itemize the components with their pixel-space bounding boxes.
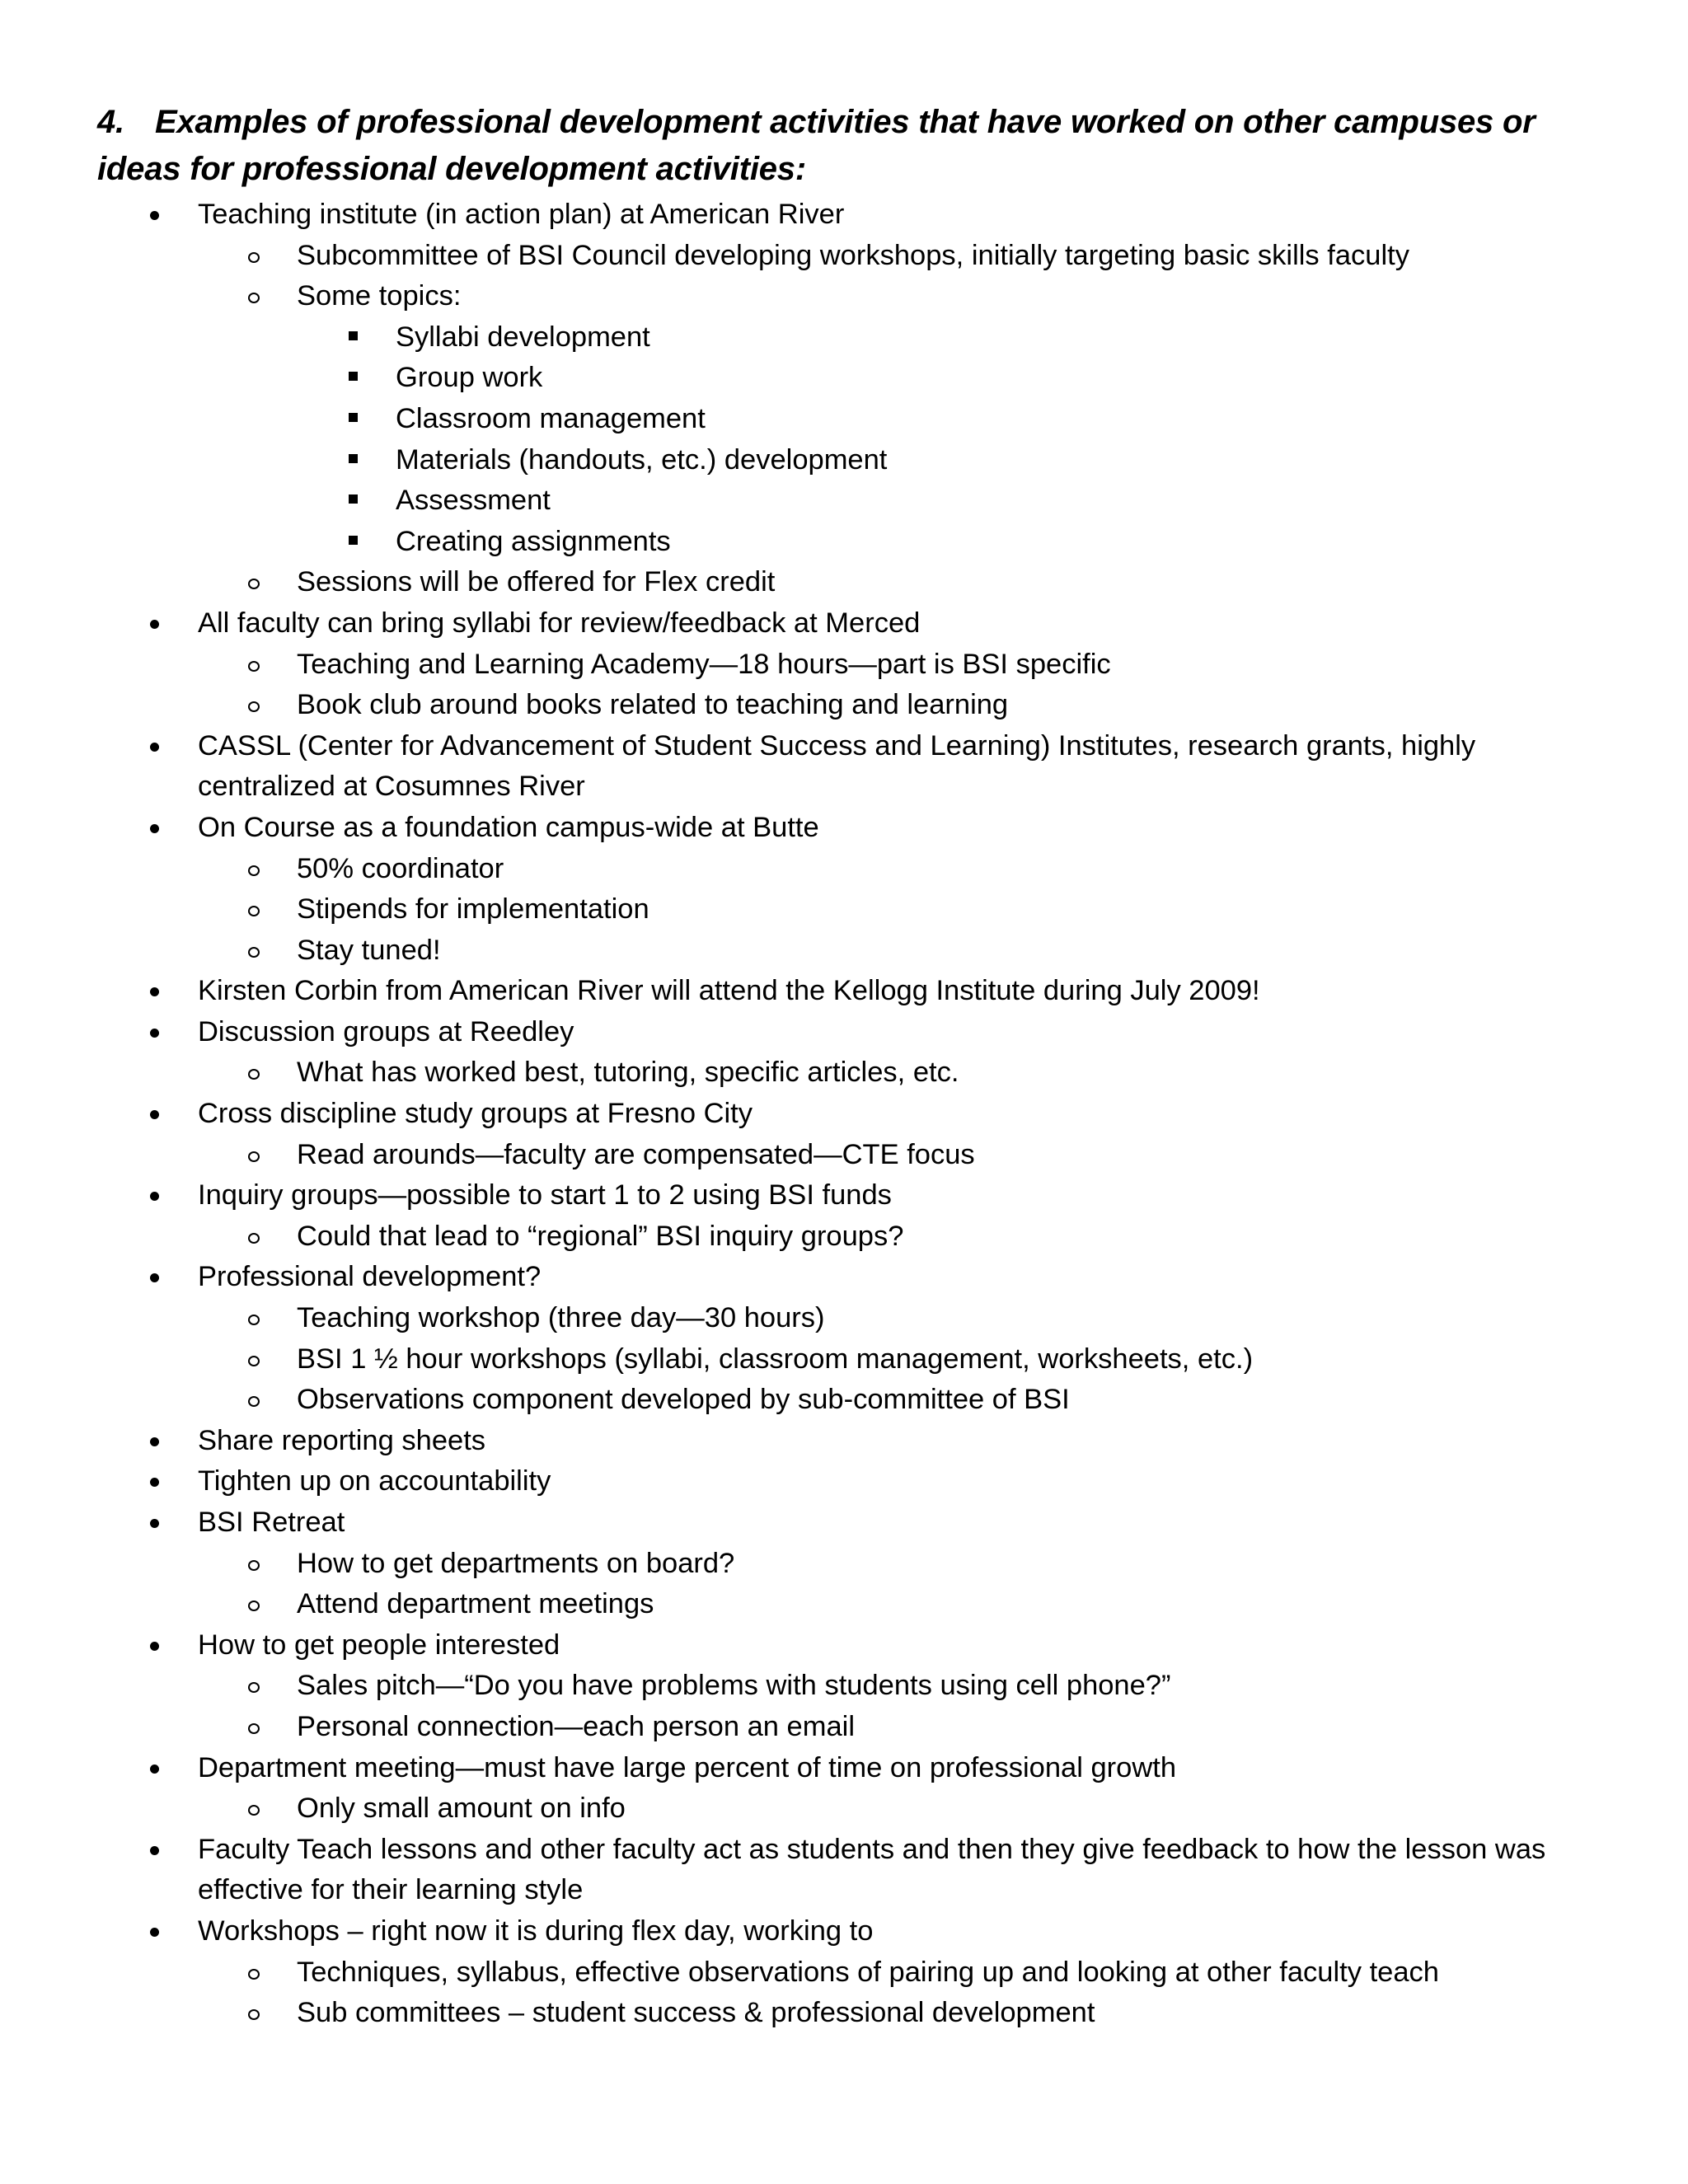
bullet-circle-icon — [248, 906, 260, 916]
list-item-text: All faculty can bring syllabi for review/feedback at Merced — [198, 607, 921, 639]
list-item-level-3 — [0, 317, 1566, 359]
list-item-text: CASSL (Center for Advancement of Student Success and Learning) Institutes, research grants, highly centralized at Cosumnes River — [198, 729, 1476, 803]
bullet-circle-icon — [248, 1560, 260, 1571]
section-heading — [97, 99, 1606, 193]
bullet-outline — [0, 194, 1688, 2034]
list-item-text: Group work — [396, 362, 543, 394]
list-item-level-2 — [0, 1788, 1566, 1830]
bullet-circle-icon — [248, 1069, 260, 1080]
list-item-text: Discussion groups at Reedley — [198, 1015, 574, 1047]
list-item-level-1 — [0, 1748, 1566, 1789]
bullet-dot-icon — [150, 1437, 159, 1446]
list-item-level-3 — [0, 358, 1566, 399]
list-item-text: BSI 1 ½ hour workshops (syllabi, classroom management, worksheets, etc.) — [297, 1343, 1254, 1375]
bullet-dot-icon — [150, 1765, 159, 1774]
bullet-dot-icon — [150, 1846, 159, 1855]
list-item-text: Department meeting—must have large percent of time on professional growth — [198, 1751, 1177, 1783]
bullet-circle-icon — [248, 1151, 260, 1162]
list-item-level-1 — [0, 1257, 1566, 1298]
section-title: Examples of professional development activities that have worked on other campuses or ideas for professional development activities: — [97, 104, 1536, 187]
bullet-dot-icon — [150, 211, 159, 220]
bullet-circle-icon — [248, 1682, 260, 1693]
list-item-level-1 — [0, 1094, 1566, 1135]
list-item-level-1 — [0, 1502, 1566, 1544]
list-item-level-2 — [0, 1666, 1566, 1707]
list-item-text: Sessions will be offered for Flex credit — [297, 566, 776, 598]
list-item-level-2 — [0, 276, 1566, 317]
list-item-text: Some topics: — [297, 280, 462, 312]
list-item-text: Could that lead to “regional” BSI inquiry groups? — [297, 1220, 904, 1252]
list-item-text: Only small amount on info — [297, 1793, 626, 1825]
list-item-text: Techniques, syllabus, effective observations of pairing up and looking at other faculty teach — [297, 1956, 1439, 1988]
list-item-level-1 — [0, 194, 1566, 236]
bullet-circle-icon — [248, 661, 260, 672]
bullet-square-icon — [349, 454, 358, 463]
list-item-level-1 — [0, 971, 1566, 1012]
bullet-circle-icon — [248, 1356, 260, 1366]
bullet-circle-icon — [248, 865, 260, 876]
bullet-dot-icon — [150, 620, 159, 629]
list-item-text: Assessment — [396, 485, 551, 517]
list-item-text: Subcommittee of BSI Council developing workshops, initially targeting basic skills faculty — [297, 239, 1409, 271]
list-item-level-1 — [0, 1175, 1566, 1216]
bullet-dot-icon — [150, 987, 159, 996]
bullet-dot-icon — [150, 824, 159, 833]
bullet-circle-icon — [248, 579, 260, 589]
bullet-circle-icon — [248, 1969, 260, 1980]
bullet-square-icon — [349, 494, 358, 504]
list-item-level-3 — [0, 399, 1566, 440]
list-item-text: 50% coordinator — [297, 852, 504, 884]
list-item-text: Materials (handouts, etc.) development — [396, 443, 888, 476]
bullet-circle-icon — [248, 1315, 260, 1325]
list-item-text: Stipends for implementation — [297, 893, 649, 926]
list-item-text: Workshops – right now it is during flex day, working to — [198, 1915, 874, 1947]
bullet-square-icon — [349, 536, 358, 545]
bullet-circle-icon — [248, 252, 260, 263]
list-item-level-2 — [0, 849, 1566, 890]
section-number: 4. — [97, 104, 124, 140]
list-item-level-2 — [0, 1380, 1566, 1421]
list-item-text: Stay tuned! — [297, 934, 441, 966]
list-item-text: Tighten up on accountability — [198, 1465, 551, 1497]
list-item-text: Teaching institute (in action plan) at American River — [198, 199, 845, 230]
bullet-dot-icon — [150, 1273, 159, 1282]
bullet-square-icon — [349, 372, 358, 381]
list-item-text: Creating assignments — [396, 525, 671, 557]
bullet-dot-icon — [150, 1928, 159, 1937]
list-item-text: Observations component developed by sub-committee of BSI — [297, 1384, 1070, 1416]
list-item-text: Cross discipline study groups at Fresno City — [198, 1098, 753, 1130]
list-item-level-2 — [0, 1584, 1566, 1625]
list-item-text: Attend department meetings — [297, 1588, 654, 1620]
bullet-dot-icon — [150, 1029, 159, 1038]
list-item-level-1 — [0, 1461, 1566, 1502]
list-item-level-2 — [0, 1993, 1566, 2034]
list-item-level-1 — [0, 1421, 1566, 1462]
list-item-text: Read arounds—faculty are compensated—CTE focus — [297, 1138, 975, 1170]
bullet-circle-icon — [248, 1396, 260, 1407]
list-item-text: Classroom management — [396, 402, 706, 434]
list-item-text: Professional development? — [198, 1261, 542, 1293]
list-item-text: Share reporting sheets — [198, 1424, 486, 1456]
bullet-circle-icon — [248, 293, 260, 303]
list-item-text: Faculty Teach lessons and other faculty act as students and then they give feedback to how the lesson was effective for their learning style — [198, 1833, 1546, 1906]
list-item-text: Teaching and Learning Academy—18 hours—part is BSI specific — [297, 648, 1111, 680]
list-item-level-3 — [0, 440, 1566, 481]
bullet-square-icon — [349, 331, 358, 340]
list-item-level-1 — [0, 1012, 1566, 1053]
list-item-level-2 — [0, 1216, 1566, 1258]
bullet-circle-icon — [248, 701, 260, 712]
bullet-circle-icon — [248, 1723, 260, 1734]
list-item-level-1 — [0, 1911, 1566, 1952]
list-item-text: Teaching workshop (three day—30 hours) — [297, 1302, 825, 1334]
bullet-circle-icon — [248, 1805, 260, 1816]
list-item-text: On Course as a foundation campus-wide at Butte — [198, 811, 819, 843]
bullet-dot-icon — [150, 743, 159, 752]
list-item-text: Sales pitch—“Do you have problems with students using cell phone?” — [297, 1670, 1171, 1702]
list-item-level-2 — [0, 1707, 1566, 1748]
list-item-level-1 — [0, 1625, 1566, 1666]
list-item-level-2 — [0, 562, 1566, 603]
list-item-level-2 — [0, 1544, 1566, 1585]
list-item-text: What has worked best, tutoring, specific articles, etc. — [297, 1057, 959, 1089]
bullet-circle-icon — [248, 2009, 260, 2020]
list-item-text: Personal connection—each person an email — [297, 1710, 855, 1742]
bullet-circle-icon — [248, 1601, 260, 1611]
list-item-level-1 — [0, 726, 1566, 808]
list-item-text: BSI Retreat — [198, 1507, 345, 1538]
list-item-level-2 — [0, 889, 1566, 930]
list-item-level-2 — [0, 644, 1566, 686]
list-item-level-2 — [0, 1339, 1566, 1380]
bullet-dot-icon — [150, 1642, 159, 1651]
list-item-level-2 — [0, 1298, 1566, 1339]
list-item-text: Inquiry groups—possible to start 1 to 2 using BSI funds — [198, 1179, 892, 1212]
bullet-dot-icon — [150, 1110, 159, 1119]
list-item-level-1 — [0, 808, 1566, 849]
list-item-text: How to get departments on board? — [297, 1547, 735, 1579]
list-item-level-2 — [0, 1135, 1566, 1176]
list-item-text: Sub committees – student success & professional development — [297, 1997, 1095, 2029]
list-item-level-1 — [0, 1830, 1566, 1911]
bullet-circle-icon — [248, 947, 260, 958]
list-item-level-2 — [0, 685, 1566, 726]
list-item-text: Kirsten Corbin from American River will attend the Kellogg Institute during July 2009! — [198, 975, 1260, 1007]
bullet-dot-icon — [150, 1519, 159, 1528]
list-item-text: How to get people interested — [198, 1629, 560, 1661]
list-item-level-2 — [0, 1952, 1566, 1994]
list-item-level-1 — [0, 603, 1566, 644]
list-item-level-2 — [0, 236, 1566, 277]
bullet-circle-icon — [248, 1233, 260, 1244]
bullet-square-icon — [349, 413, 358, 422]
list-item-level-3 — [0, 522, 1566, 563]
list-item-text: Book club around books related to teaching and learning — [297, 689, 1009, 721]
list-item-level-2 — [0, 1052, 1566, 1094]
bullet-dot-icon — [150, 1192, 159, 1201]
bullet-dot-icon — [150, 1478, 159, 1487]
list-item-level-2 — [0, 930, 1566, 972]
list-item-text: Syllabi development — [396, 321, 650, 353]
list-item-level-3 — [0, 480, 1566, 522]
